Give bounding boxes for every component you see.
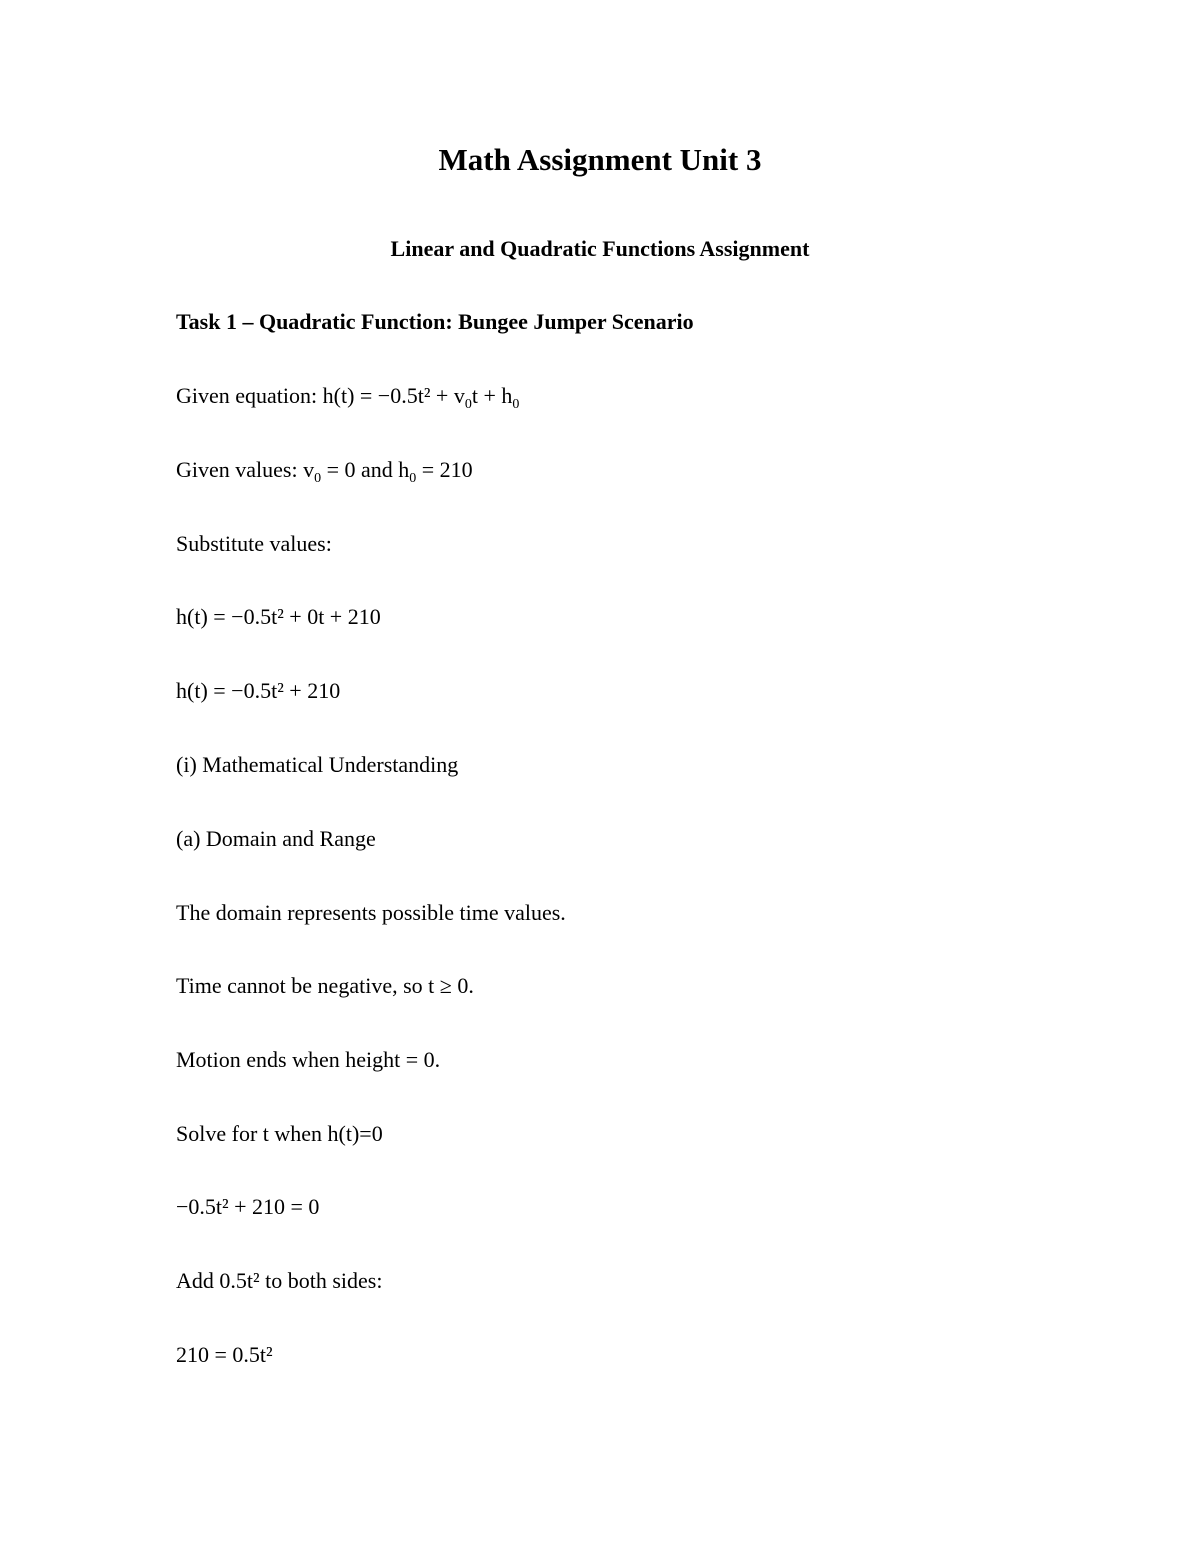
document-subtitle: Linear and Quadratic Functions Assignment (390, 236, 810, 261)
subscript: 0 (314, 471, 322, 486)
text-line: The domain represents possible time values. (176, 900, 566, 925)
given-values-suffix: = 210 (416, 457, 473, 482)
text-line: h(t) = −0.5t² + 210 (176, 678, 341, 703)
given-equation-mid: t + h (471, 383, 513, 408)
given-equation-line (176, 381, 519, 411)
given-values-mid: = 0 and h (321, 457, 410, 482)
text-line: 210 = 0.5t² (176, 1342, 273, 1367)
document-title: Math Assignment Unit 3 (438, 142, 762, 177)
subscript: 0 (464, 397, 472, 412)
text-line: −0.5t² + 210 = 0 (176, 1194, 320, 1219)
text-line: h(t) = −0.5t² + 0t + 210 (176, 604, 381, 629)
text-line: Substitute values: (176, 531, 332, 556)
text-line: (a) Domain and Range (176, 826, 376, 851)
text-line: (i) Mathematical Understanding (176, 752, 459, 777)
given-equation-prefix: Given equation: h(t) = −0.5t² + v (176, 383, 465, 408)
text-line: Add 0.5t² to both sides: (176, 1268, 383, 1293)
task-heading: Task 1 – Quadratic Function: Bungee Jumper Scenario (176, 309, 694, 334)
subscript: 0 (512, 397, 520, 412)
given-values-line (176, 455, 473, 485)
text-line: Time cannot be negative, so t ≥ 0. (176, 973, 474, 998)
text-line: Motion ends when height = 0. (176, 1047, 441, 1072)
subscript: 0 (409, 471, 417, 486)
given-values-prefix: Given values: v (176, 457, 315, 482)
text-line: Solve for t when h(t)=0 (176, 1121, 383, 1146)
